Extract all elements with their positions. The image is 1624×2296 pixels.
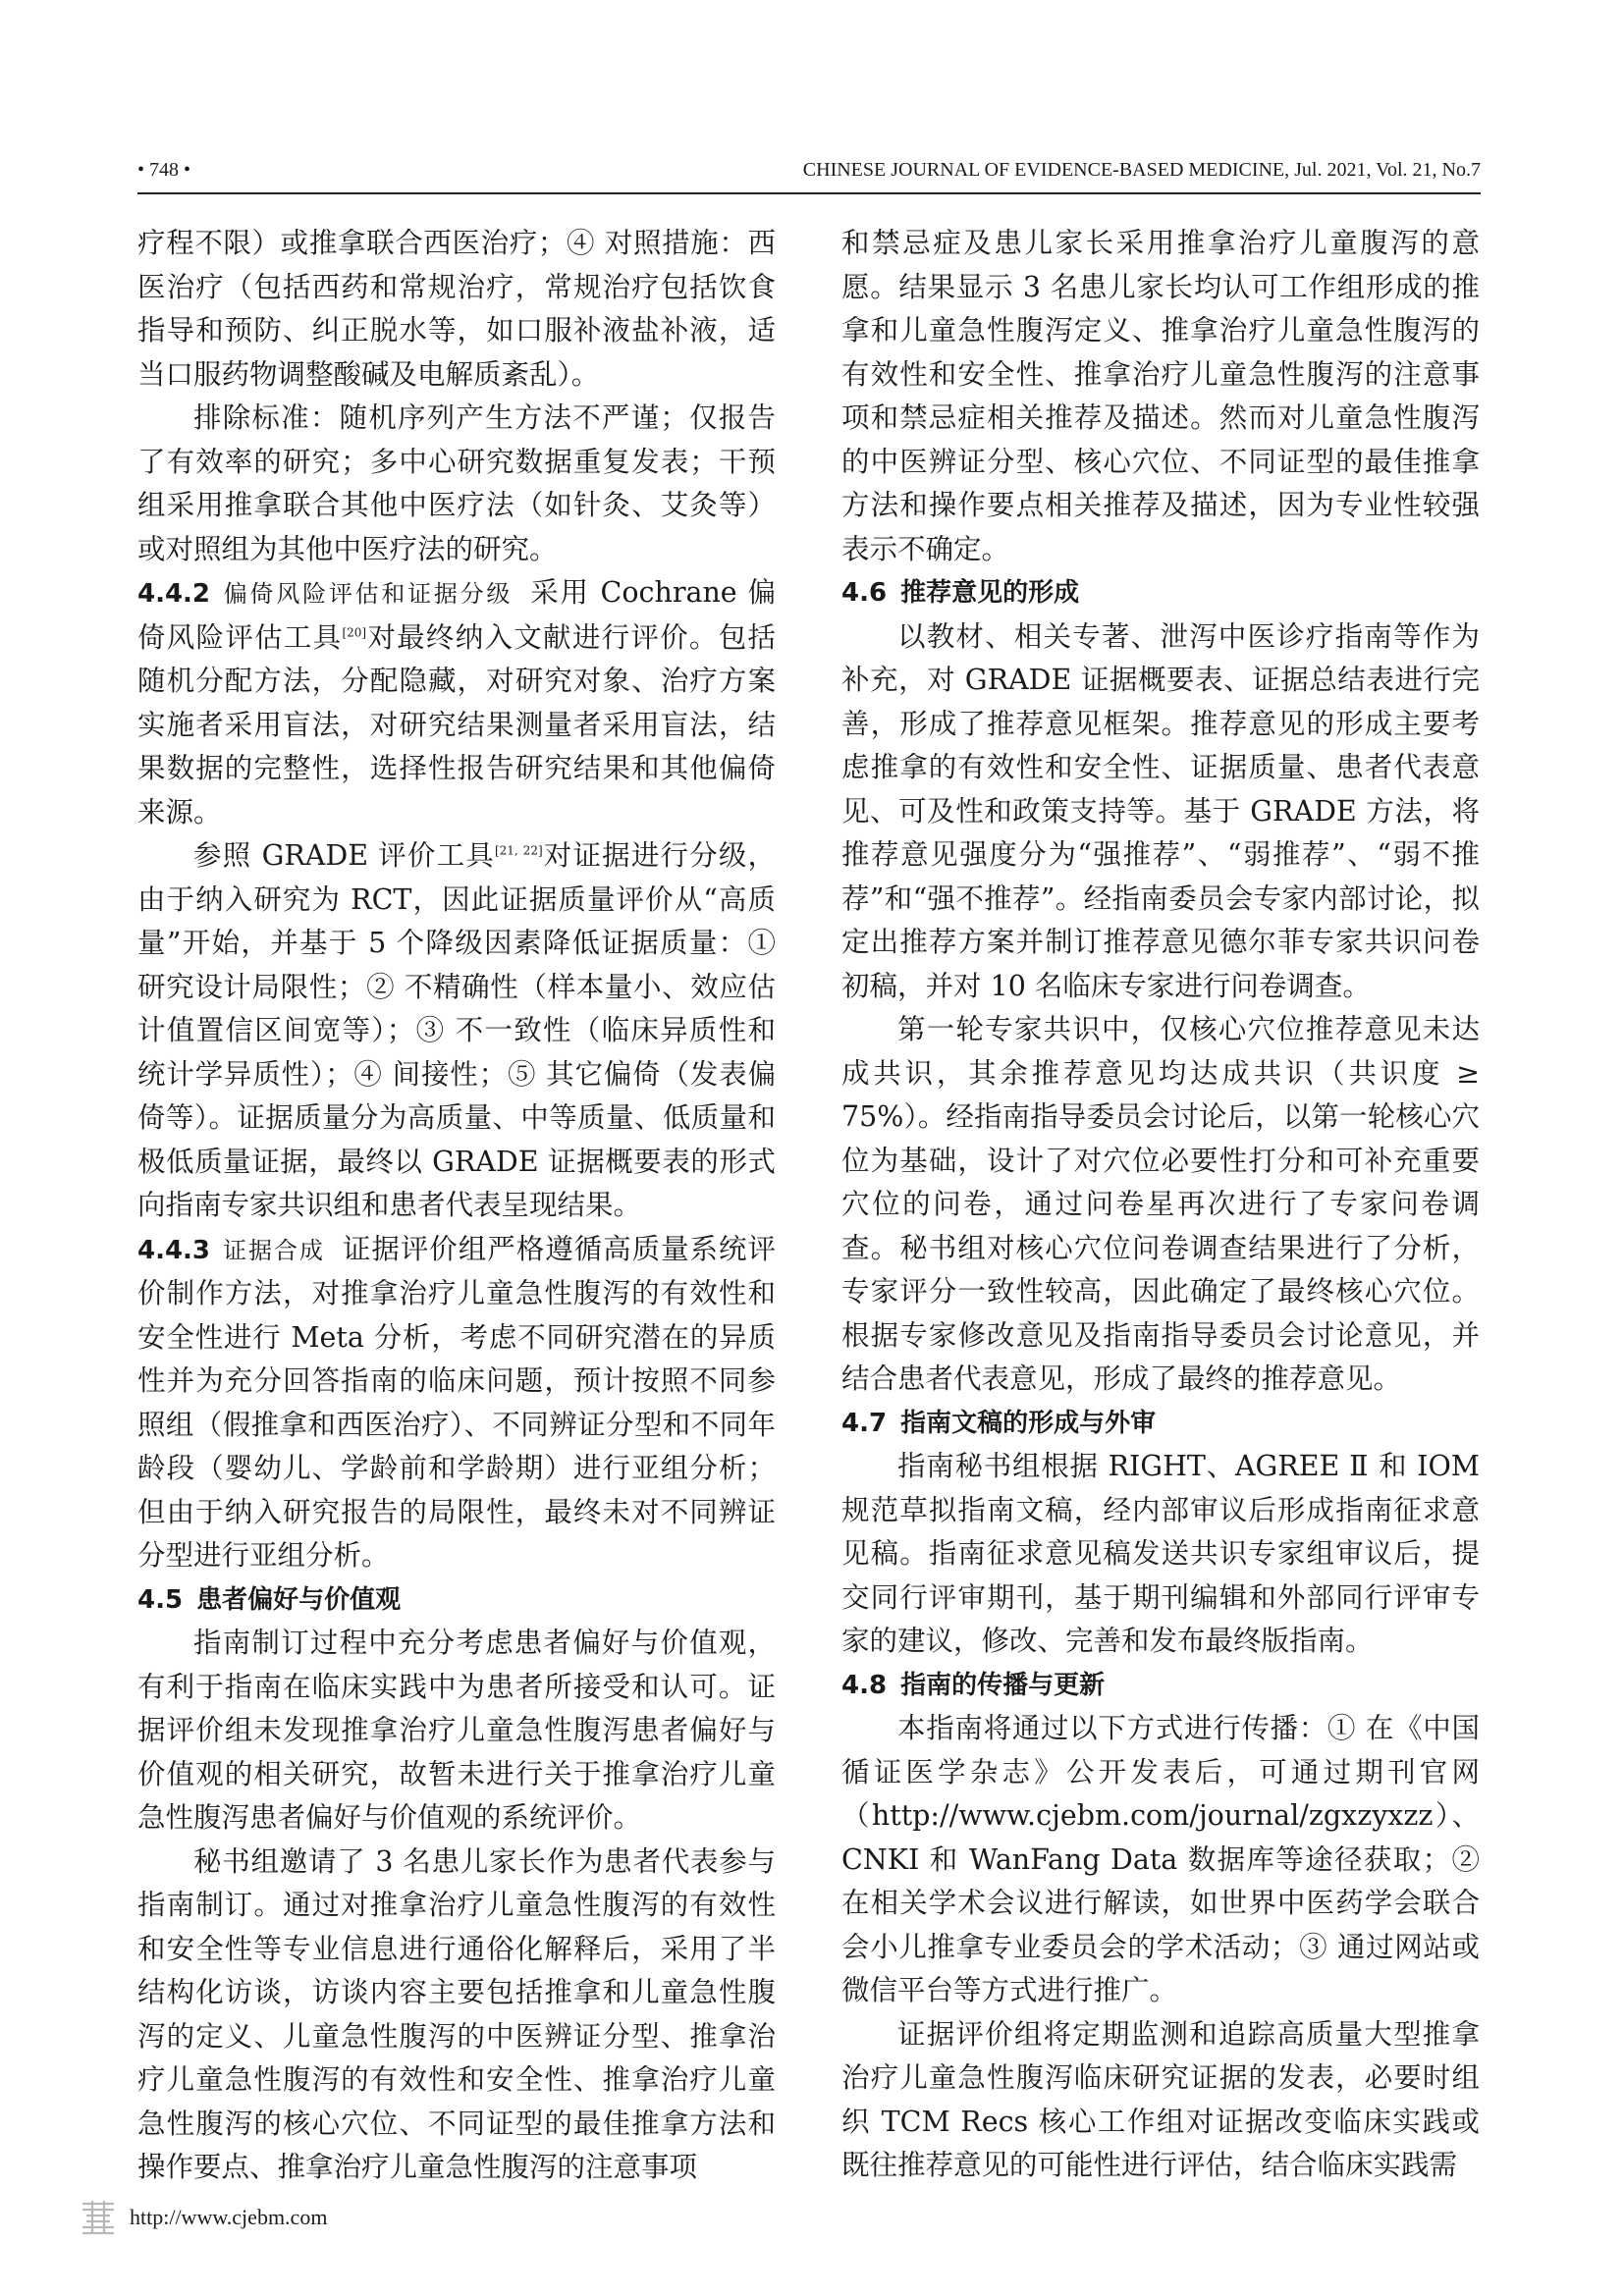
section-title: 指南的传播与更新 <box>900 1670 1106 1700</box>
section-number: 4.5 <box>137 1584 184 1615</box>
subsection-4-4-2 <box>137 571 776 834</box>
section-title: 推荐意见的形成 <box>900 578 1080 608</box>
citation-ref[interactable]: [20] <box>342 625 367 639</box>
paragraph: 第一轮专家共识中，仅核心穴位推荐意见未达成共识，其余推荐意见均达成共识（共识度 ≥ 75%）。经指南指导委员会讨论后，以第一轮核心穴位为基础，设计了对穴位必要性打分和可补充重要穴位的问卷，通过问卷星再次进行了专家问卷调查。秘书组对核心穴位问卷调查结果进行了分析，专家评分一致性较高，因此确定了最终核心穴位。根据专家修改意见及指南指导委员会讨论意见，并结合患者代表意见，形成了最终的推荐意见。 <box>841 1013 1480 1395</box>
subsection-4-4-3 <box>137 1228 776 1578</box>
section-title: 指南文稿的形成与外审 <box>900 1408 1157 1438</box>
paragraph-text: 对证据进行分级，由于纳入研究为 RCT，因此证据质量评价从“高质量”开始，并基于 5 个降级因素降低证据质量：① 研究设计局限性；② 不精确性（样本量小、效应估计值置信区间宽等）；③ 不一致性（临床异质性和统计学异质性）；④ 间接性；⑤ 其它偏倚（发表偏倚等）。证据质量分为高质量、中等质量、低质量和极低质量证据，最终以 GRADE 证据概要表的形式向指南专家共识组和患者代表呈现结果。 <box>137 839 776 1221</box>
paragraph: 秘书组邀请了 3 名患儿家长作为患者代表参与指南制订。通过对推拿治疗儿童急性腹泻的有效性和安全性等专业信息进行通俗化解释后，采用了半结构化访谈，访谈内容主要包括推拿和儿童急性腹泻的定义、儿童急性腹泻的中医辨证分型、推拿治疗儿童急性腹泻的有效性和安全性、推拿治疗儿童急性腹泻的核心穴位、不同证型的最佳推拿方法和操作要点、推拿治疗儿童急性腹泻的注意事项 <box>137 1844 776 2183</box>
journal-running-title: CHINESE JOURNAL OF EVIDENCE-BASED MEDICINE, Jul. 2021, Vol. 21, No.7 <box>802 159 1481 181</box>
section-heading-4-7 <box>841 1402 1480 1446</box>
section-heading-4-6 <box>841 571 1480 615</box>
paragraph: 本指南将通过以下方式进行传播：① 在《中国循证医学杂志》公开发表后，可通过期刊官网（http://www.cjebm.com/journal/zgxzyxzz）、CNKI 和 WanFang Data 数据库等途径获取；② 在相关学术会议进行解读，如世界中医药学会联合会小儿推拿专业委员会的学术活动；③ 通过网站或微信平台等方式进行推广。 <box>841 1712 1480 2006</box>
paragraph-text: 参照 GRADE 评价工具 <box>193 839 495 872</box>
left-column <box>137 222 776 2190</box>
paragraph: 指南秘书组根据 RIGHT、AGREE Ⅱ 和 IOM 规范草拟指南文稿，经内部审议后形成指南征求意见稿。指南征求意见稿发送共识专家组审议后，提交同行评审期刊，基于期刊编辑和外部同行评审专家的建议，修改、完善和发布最终版指南。 <box>841 1450 1480 1657</box>
paragraph: 以教材、相关专著、泄泻中医诊疗指南等作为补充，对 GRADE 证据概要表、证据总结表进行完善，形成了推荐意见框架。推荐意见的形成主要考虑推拿的有效性和安全性、证据质量、患者代表意见、可及性和政策支持等。基于 GRADE 方法，将推荐意见强度分为“强推荐”、“弱推荐”、“弱不推荐”和“强不推荐”。经指南委员会专家内部讨论，拟定出推荐方案并制订推荐意见德尔菲专家共识问卷初稿，并对 10 名临床专家进行问卷调查。 <box>841 619 1480 1002</box>
paragraph: 和禁忌症及患儿家长采用推拿治疗儿童腹泻的意愿。结果显示 3 名患儿家长均认可工作组形成的推拿和儿童急性腹泻定义、推拿治疗儿童急性腹泻的有效性和安全性、推拿治疗儿童急性腹泻的注意事项和禁忌症相关推荐及描述。然而对儿童急性腹泻的中医辨证分型、核心穴位、不同证型的最佳推拿方法和操作要点相关推荐及描述，因为专业性较强表示不确定。 <box>841 227 1480 565</box>
paragraph <box>137 834 776 1228</box>
journal-logo-icon <box>79 2199 118 2236</box>
citation-ref[interactable]: [21, 22] <box>494 843 543 858</box>
subsection-title: 证据合成 <box>222 1236 325 1264</box>
subsection-number: 4.4.2 <box>137 579 211 609</box>
subsection-number: 4.4.3 <box>137 1235 211 1265</box>
paragraph-text: 采用 Cochrane 偏倚风险评估工具 <box>137 576 776 654</box>
subsection-title: 偏倚风险评估和证据分级 <box>222 580 514 608</box>
page-number: • 748 • <box>137 159 191 181</box>
right-column <box>841 222 1480 2188</box>
paragraph-text: 对最终纳入文献进行评价。包括随机分配方法，分配隐藏，对研究对象、治疗方案实施者采用盲法，对研究结果测量者采用盲法，结果数据的完整性，选择性报告研究结果和其他偏倚来源。 <box>137 620 776 828</box>
section-number: 4.7 <box>841 1408 888 1438</box>
footer-url-link[interactable]: http://www.cjebm.com <box>130 2205 328 2229</box>
paragraph: 证据评价组将定期监测和追踪高质量大型推拿治疗儿童急性腹泻临床研究证据的发表，必要时组织 TCM Recs 核心工作组对证据改变临床实践或既往推荐意见的可能性进行评估，结合临床实践需 <box>841 2017 1480 2181</box>
page-header <box>137 157 1481 194</box>
section-heading-4-8 <box>841 1664 1480 1708</box>
paragraph: 排除标准：随机序列产生方法不严谨；仅报告了有效率的研究；多中心研究数据重复发表；干预组采用推拿联合其他中医疗法（如针灸、艾灸等）或对照组为其他中医疗法的研究。 <box>137 401 776 565</box>
section-number: 4.6 <box>841 578 888 608</box>
paragraph: 疗程不限）或推拿联合西医治疗；④ 对照措施：西医治疗（包括西药和常规治疗，常规治疗包括饮食指导和预防、纠正脱水等，如口服补液盐补液，适当口服药物调整酸碱及电解质紊乱）。 <box>137 227 776 391</box>
section-title: 患者偏好与价值观 <box>196 1584 402 1615</box>
paragraph-text: 证据评价组严格遵循高质量系统评价制作方法，对推拿治疗儿童急性腹泻的有效性和安全性进行 Meta 分析，考虑不同研究潜在的异质性并为充分回答指南的临床问题，预计按照不同参照组（假推拿和西医治疗）、不同辨证分型和不同年龄段（婴幼儿、学龄前和学龄期）进行亚组分析；但由于纳入研究报告的局限性，最终未对不同辨证分型进行亚组分析。 <box>137 1232 776 1572</box>
section-number: 4.8 <box>841 1670 888 1700</box>
section-heading-4-5 <box>137 1578 776 1623</box>
paragraph: 指南制订过程中充分考虑患者偏好与价值观，有利于指南在临床实践中为患者所接受和认可。证据评价组未发现推拿治疗儿童急性腹泻患者偏好与价值观的相关研究，故暂未进行关于推拿治疗儿童急性腹泻患者偏好与价值观的系统评价。 <box>137 1627 776 1834</box>
